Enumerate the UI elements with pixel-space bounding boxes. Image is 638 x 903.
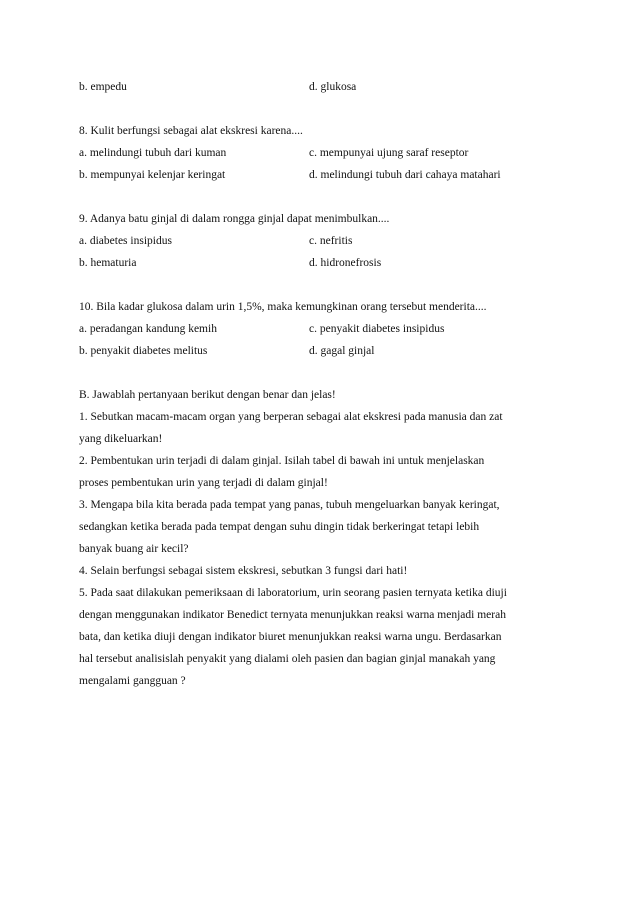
q10-option-b: b. penyakit diabetes melitus — [79, 345, 208, 357]
q8-option-c: c. mempunyai ujung saraf reseptor — [309, 147, 469, 159]
q9-option-b: b. hematuria — [79, 257, 137, 269]
section-b-line-3: 2. Pembentukan urin terjadi di dalam ginjal. Isilah tabel di bawah ini untuk menjelaskan — [79, 455, 485, 467]
q8-question: 8. Kulit berfungsi sebagai alat ekskresi karena.... — [79, 125, 303, 137]
section-b-line-4: proses pembentukan urin yang terjadi di dalam ginjal! — [79, 477, 328, 489]
q10-option-d: d. gagal ginjal — [309, 345, 375, 357]
section-b-line-8: 4. Selain berfungsi sebagai sistem ekskresi, sebutkan 3 fungsi dari hati! — [79, 565, 408, 577]
q10-question: 10. Bila kadar glukosa dalam urin 1,5%, maka kemungkinan orang tersebut menderita.... — [79, 301, 487, 313]
q8-option-d: d. melindungi tubuh dari cahaya matahari — [309, 169, 501, 181]
q7-option-b: b. empedu — [79, 81, 127, 93]
q8-option-b: b. mempunyai kelenjar keringat — [79, 169, 226, 181]
section-b-line-9: 5. Pada saat dilakukan pemeriksaan di laboratorium, urin seorang pasien ternyata ketika diuji — [79, 587, 507, 599]
section-b-line-13: mengalami gangguan ? — [79, 675, 186, 687]
section-b-line-10: dengan menggunakan indikator Benedict ternyata menunjukkan reaksi warna menjadi merah — [79, 609, 506, 621]
section-b-line-1: 1. Sebutkan macam-macam organ yang berperan sebagai alat ekskresi pada manusia dan zat — [79, 411, 503, 423]
q9-option-d: d. hidronefrosis — [309, 257, 382, 269]
q9-option-c: c. nefritis — [309, 235, 353, 247]
q9-question: 9. Adanya batu ginjal di dalam rongga ginjal dapat menimbulkan.... — [79, 213, 390, 225]
section-b-heading: B. Jawablah pertanyaan berikut dengan benar dan jelas! — [79, 389, 336, 401]
section-b-line-11: bata, dan ketika diuji dengan indikator biuret menunjukkan reaksi warna ungu. Berdasarkan — [79, 631, 502, 643]
section-b-line-6: sedangkan ketika berada pada tempat dengan suhu dingin tidak berkeringat tetapi lebih — [79, 521, 480, 533]
q7-option-d: d. glukosa — [309, 81, 357, 93]
section-b-line-5: 3. Mengapa bila kita berada pada tempat yang panas, tubuh mengeluarkan banyak keringat, — [79, 499, 500, 511]
section-b-line-7: banyak buang air kecil? — [79, 543, 189, 555]
q10-option-a: a. peradangan kandung kemih — [79, 323, 217, 335]
q9-option-a: a. diabetes insipidus — [79, 235, 172, 247]
q10-option-c: c. penyakit diabetes insipidus — [309, 323, 445, 335]
section-b-line-12: hal tersebut analisislah penyakit yang dialami oleh pasien dan bagian ginjal manakah yang — [79, 653, 496, 665]
q8-option-a: a. melindungi tubuh dari kuman — [79, 147, 227, 159]
section-b-line-2: yang dikeluarkan! — [79, 433, 163, 445]
